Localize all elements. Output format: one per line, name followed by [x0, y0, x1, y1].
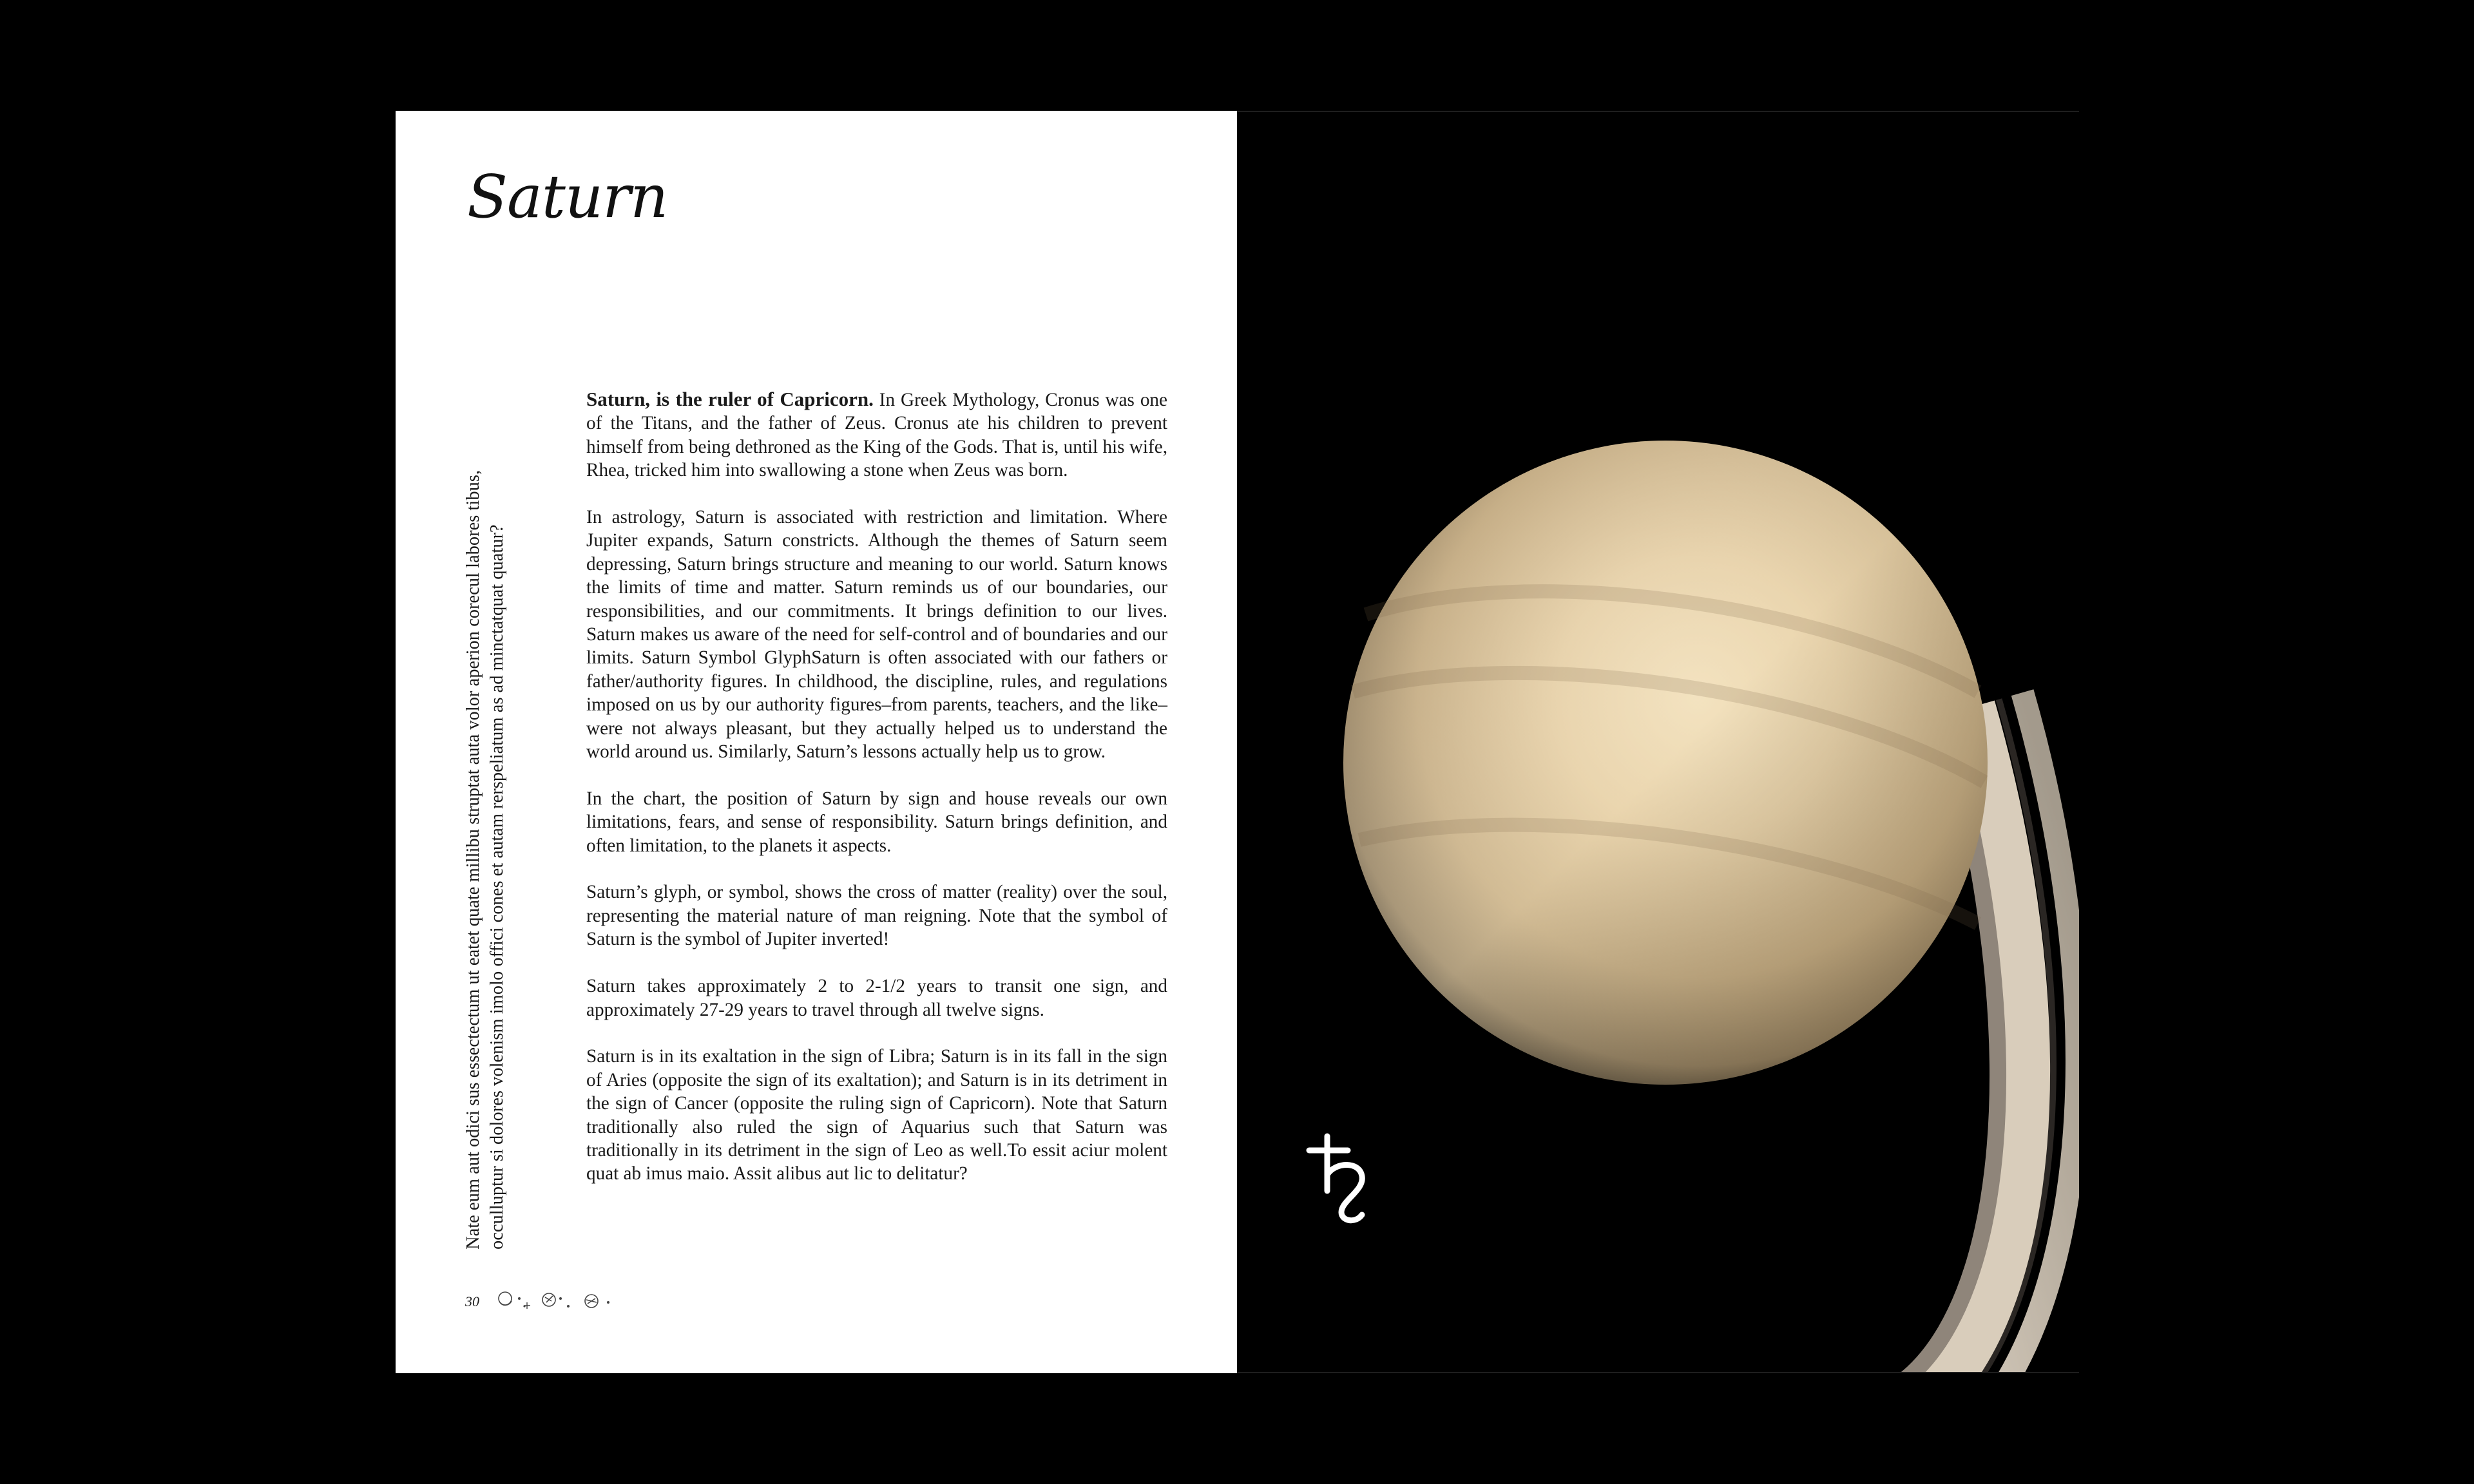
page-title: Saturn — [467, 162, 668, 231]
planets-ornament-icon — [494, 1287, 616, 1313]
article-paragraph-3: In the chart, the position of Saturn by sign and house reveals our own limitations, fears, and sense of responsibility. Saturn brings definition, and often limitation, to the planets it aspects. — [586, 788, 1167, 856]
page-number: 30 — [465, 1293, 479, 1309]
article-lead-bold: Saturn, is the ruler of Capricorn. — [586, 388, 874, 410]
article-paragraph-5: Saturn takes approximately 2 to 2-1/2 years to transit one sign, and approximately 27-29 years to travel through all twelve signs. — [586, 976, 1167, 1020]
article-lead-rest: In Greek Mythology, Cronus was one of the Titans, and the father of Zeus. Cronus ate his children to prevent himself from being dethroned as the King of the Gods. That is, until his wife, Rhea, tricked him into swallowing a stone when Zeus was born. — [586, 390, 1167, 481]
book-spread — [396, 111, 2079, 1373]
article-body — [586, 388, 1167, 1209]
article-paragraph-4: Saturn’s glyph, or symbol, shows the cross of matter (reality) over the soul, representing the material nature of man reigning. Note that the symbol of Saturn is the symbol of Jupiter inverted! — [586, 882, 1167, 950]
saturn-glyph-icon — [1301, 1130, 1385, 1226]
article-paragraph-2: In astrology, Saturn is associated with restriction and limitation. Where Jupiter expands, Saturn constricts. Although the themes of Saturn seem depressing, Saturn brings structure and meaning to our world. Saturn knows the limits of time and matter. Saturn reminds us of our boundaries, our responsibilities, and our commitments. It brings definition to our lives. Saturn makes us aware of the need for self-control and of boundaries and our limits. Saturn Symbol GlyphSaturn is often associated with our fathers or father/authority figures. In childhood, the discipline, rules, and regulations imposed on us by our authority figures–from parents, teachers, and the like–were not always pleasant, but they actually helped us to understand the world around us. Similarly, Saturn’s lessons actually help us to grow. — [586, 507, 1167, 763]
article-paragraph-1 — [586, 388, 1167, 482]
article-paragraph-6: Saturn is in its exaltation in the sign of Libra; Saturn is in its fall in the sign of Aries (opposite the sign of its exaltation); and Saturn is in its detriment in the sign of Cancer (opposite the ruling sign of Capricorn). Note that Saturn traditionally also ruled the sign of Aquarius such that Saturn was traditionally in its detriment in the sign of Leo as well.To essit aciur molent quat ab imus maio. Assit alibus aut lic to delitatur? — [586, 1046, 1167, 1184]
vertical-sidebar-text: Nate eum aut odici sus essectectum ut eatet quate millibu struptat auta volor aperion corecul labores tibus, occulluptur si dolores volenism imolo offici cones et autam rerspeliatum as ad minctatquat quatur? — [463, 470, 507, 1250]
right-page — [1237, 111, 2079, 1373]
left-page — [396, 111, 1237, 1373]
